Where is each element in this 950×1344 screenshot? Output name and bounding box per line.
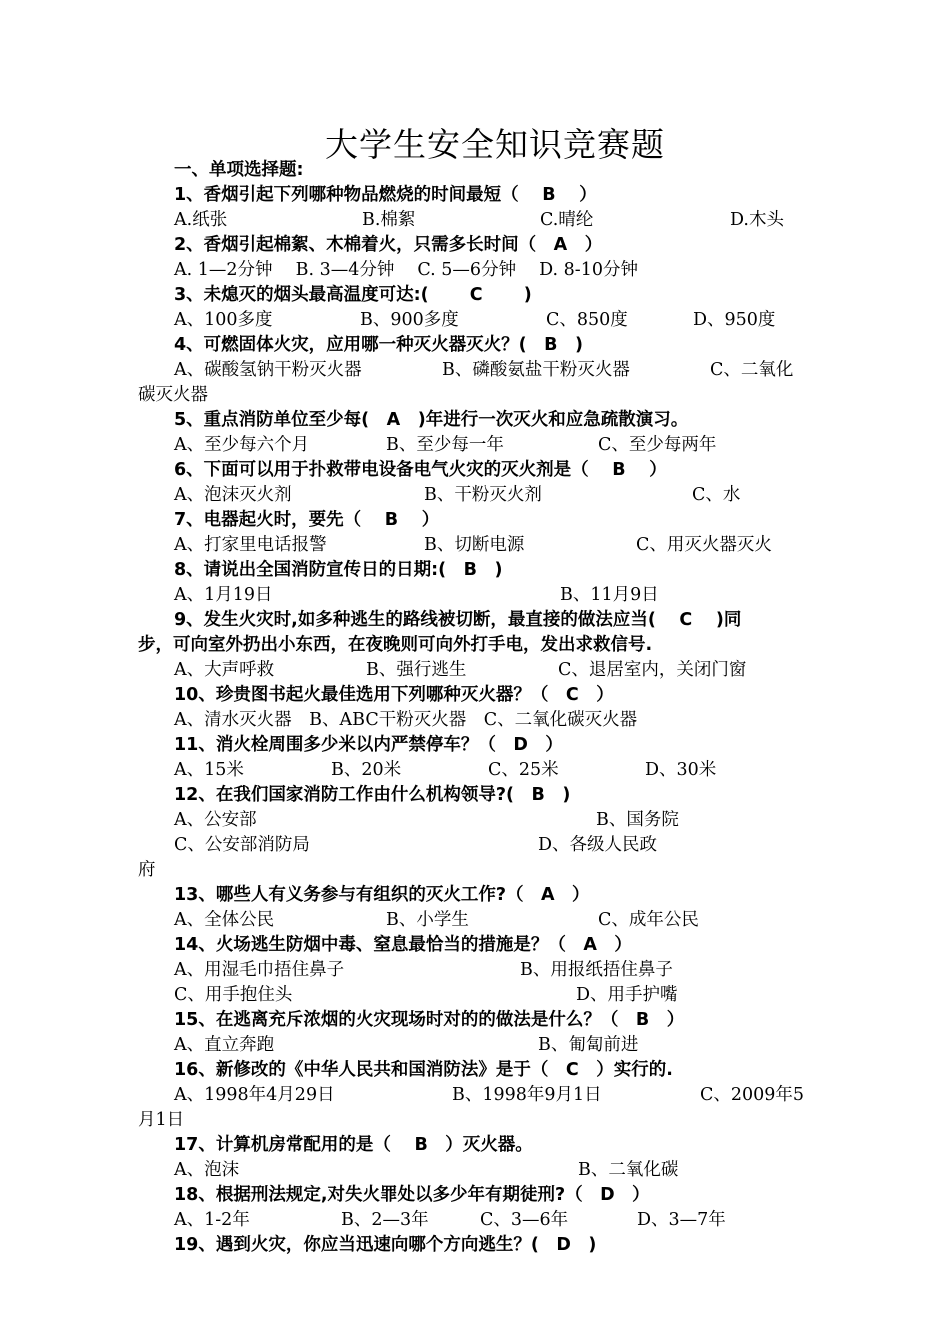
question-text: 19、遇到火灾，你应当迅速向哪个方向逃生？( D )	[174, 1235, 597, 1255]
question-line	[0, 233, 950, 258]
option-text: A、用湿毛巾捂住鼻子	[174, 960, 345, 980]
question-line	[0, 783, 950, 808]
option-text: B、2—3年	[341, 1210, 429, 1230]
option-text: C、25米	[488, 760, 559, 780]
option-text: A、泡沫	[174, 1160, 240, 1180]
option-line	[0, 833, 950, 858]
option-text: A、碳酸氢钠干粉灭火器	[174, 360, 362, 380]
option-text: B、干粉灭火剂	[424, 485, 542, 505]
option-line	[0, 1033, 950, 1058]
question-text: 14、火场逃生防烟中毒、窒息最恰当的措施是？（ A ）	[174, 935, 632, 955]
question-text: 12、在我们国家消防工作由什么机构领导?( B )	[174, 785, 571, 805]
option-text: B、1998年9月1日	[452, 1085, 602, 1105]
question-line	[0, 333, 950, 358]
option-text: D、3—7年	[637, 1210, 726, 1230]
question-line	[0, 283, 950, 308]
question-text: 15、在逃离充斥浓烟的火灾现场时对的的做法是什么？（ B ）	[174, 1010, 685, 1030]
question-line	[0, 558, 950, 583]
option-text: 月1日	[138, 1110, 185, 1130]
question-text: 6、下面可以用于扑救带电设备电气火灾的灭火剂是（ B ）	[174, 460, 667, 480]
question-line	[0, 608, 950, 633]
question-line	[0, 883, 950, 908]
option-line	[0, 533, 950, 558]
option-text: A、15米	[174, 760, 244, 780]
option-text: A.纸张	[174, 210, 228, 230]
option-text: A、至少每六个月	[174, 435, 310, 455]
question-line	[0, 683, 950, 708]
option-line	[0, 1083, 950, 1108]
question-text: 3、未熄灭的烟头最高温度可达:( C )	[174, 285, 532, 305]
question-text: 9、发生火灾时,如多种逃生的路线被切断，最直接的做法应当( C )同	[174, 610, 742, 630]
option-text: D、30米	[645, 760, 717, 780]
option-line	[0, 433, 950, 458]
question-text: 18、根据刑法规定,对失火罪处以多少年有期徒刑?（ D ）	[174, 1185, 650, 1205]
option-text: B、强行逃生	[366, 660, 467, 680]
option-line	[0, 358, 950, 383]
option-text: C、成年公民	[598, 910, 699, 930]
question-text: 13、哪些人有义务参与有组织的灭火工作?（ A ）	[174, 885, 590, 905]
option-line	[0, 1158, 950, 1183]
option-text: B.棉絮	[362, 210, 416, 230]
option-line	[0, 983, 950, 1008]
question-line	[0, 1233, 950, 1258]
question-text: 16、新修改的《中华人民共和国消防法》是于（ C ）实行的.	[174, 1060, 673, 1080]
option-text: 碳灭火器	[138, 385, 208, 405]
question-text: 1、香烟引起下列哪种物品燃烧的时间最短（ B ）	[174, 185, 597, 205]
question-line	[0, 733, 950, 758]
question-line	[0, 183, 950, 208]
option-text: A、清水灭火器 B、ABC干粉灭火器 C、二氧化碳灭火器	[174, 710, 638, 730]
option-text: A. 1—2分钟 B. 3—4分钟 C. 5—6分钟 D. 8-10分钟	[174, 260, 638, 280]
question-line	[0, 1008, 950, 1033]
question-line	[0, 633, 950, 658]
option-text: B、国务院	[596, 810, 679, 830]
question-line	[0, 1133, 950, 1158]
option-text: C、3—6年	[480, 1210, 569, 1230]
option-text: C、二氧化	[710, 360, 794, 380]
question-text: 一、单项选择题:	[174, 160, 304, 180]
option-line	[0, 708, 950, 733]
option-text: D、用手护嘴	[576, 985, 678, 1005]
option-text: A、1月19日	[174, 585, 273, 605]
question-line	[0, 1058, 950, 1083]
question-text: 步，可向室外扔出小东西，在夜晚则可向外打手电，发出求救信号.	[138, 635, 653, 655]
option-text: B、用报纸捂住鼻子	[520, 960, 673, 980]
question-line	[0, 408, 950, 433]
question-text: 5、重点消防单位至少每( A )年进行一次灭火和应急疏散演习。	[174, 410, 689, 430]
option-line	[0, 383, 950, 408]
option-text: A、泡沫灭火剂	[174, 485, 292, 505]
option-line	[0, 1208, 950, 1233]
question-line	[0, 508, 950, 533]
question-text: 2、香烟引起棉絮、木棉着火，只需多长时间（ A ）	[174, 235, 603, 255]
option-text: A、公安部	[174, 810, 257, 830]
question-text: 4、可燃固体火灾，应用哪一种灭火器灭火？( B )	[174, 335, 584, 355]
question-text: 7、电器起火时，要先（ B ）	[174, 510, 440, 530]
option-line	[0, 858, 950, 883]
option-text: B、至少每一年	[386, 435, 504, 455]
question-text: 8、请说出全国消防宣传日的日期:( B )	[174, 560, 503, 580]
option-text: C、至少每两年	[598, 435, 717, 455]
option-text: B、磷酸氨盐干粉灭火器	[442, 360, 630, 380]
question-line	[0, 1183, 950, 1208]
option-text: B、匍匐前进	[538, 1035, 639, 1055]
option-line	[0, 658, 950, 683]
option-text: B、二氧化碳	[578, 1160, 679, 1180]
question-text: 11、消火栓周围多少米以内严禁停车？（ D ）	[174, 735, 563, 755]
option-text: C、退居室内，关闭门窗	[558, 660, 747, 680]
option-text: C、850度	[546, 310, 628, 330]
question-text: 10、珍贵图书起火最佳选用下列哪种灭火器？（ C ）	[174, 685, 614, 705]
option-text: D.木头	[730, 210, 784, 230]
option-line	[0, 908, 950, 933]
option-text: 府	[138, 860, 156, 880]
option-text: A、1998年4月29日	[174, 1085, 335, 1105]
option-line	[0, 308, 950, 333]
option-text: B、20米	[331, 760, 402, 780]
option-text: A、大声呼救	[174, 660, 275, 680]
option-text: C、用灭火器灭火	[636, 535, 772, 555]
option-line	[0, 758, 950, 783]
option-line	[0, 958, 950, 983]
option-line	[0, 583, 950, 608]
option-text: C、2009年5	[700, 1085, 805, 1105]
option-text: A、100多度	[174, 310, 273, 330]
question-line	[0, 933, 950, 958]
option-line	[0, 483, 950, 508]
option-text: D、950度	[693, 310, 776, 330]
question-text: 17、计算机房常配用的是（ B ）灭火器。	[174, 1135, 533, 1155]
option-text: C、公安部消防局	[174, 835, 310, 855]
option-text: C、用手抱住头	[174, 985, 293, 1005]
option-text: A、全体公民	[174, 910, 275, 930]
option-text: B、11月9日	[560, 585, 659, 605]
option-text: A、打家里电话报警	[174, 535, 327, 555]
page-title: 大学生安全知识竞赛题	[325, 125, 665, 164]
option-text: C.晴纶	[540, 210, 594, 230]
option-text: B、900多度	[360, 310, 459, 330]
option-text: A、1-2年	[174, 1210, 250, 1230]
option-text: A、直立奔跑	[174, 1035, 275, 1055]
question-line	[0, 158, 950, 183]
option-text: D、各级人民政	[538, 835, 658, 855]
option-text: C、水	[692, 485, 741, 505]
question-line	[0, 458, 950, 483]
option-line	[0, 1108, 950, 1133]
option-line	[0, 808, 950, 833]
option-text: B、小学生	[386, 910, 469, 930]
option-line	[0, 208, 950, 233]
option-text: B、切断电源	[424, 535, 525, 555]
option-line	[0, 258, 950, 283]
